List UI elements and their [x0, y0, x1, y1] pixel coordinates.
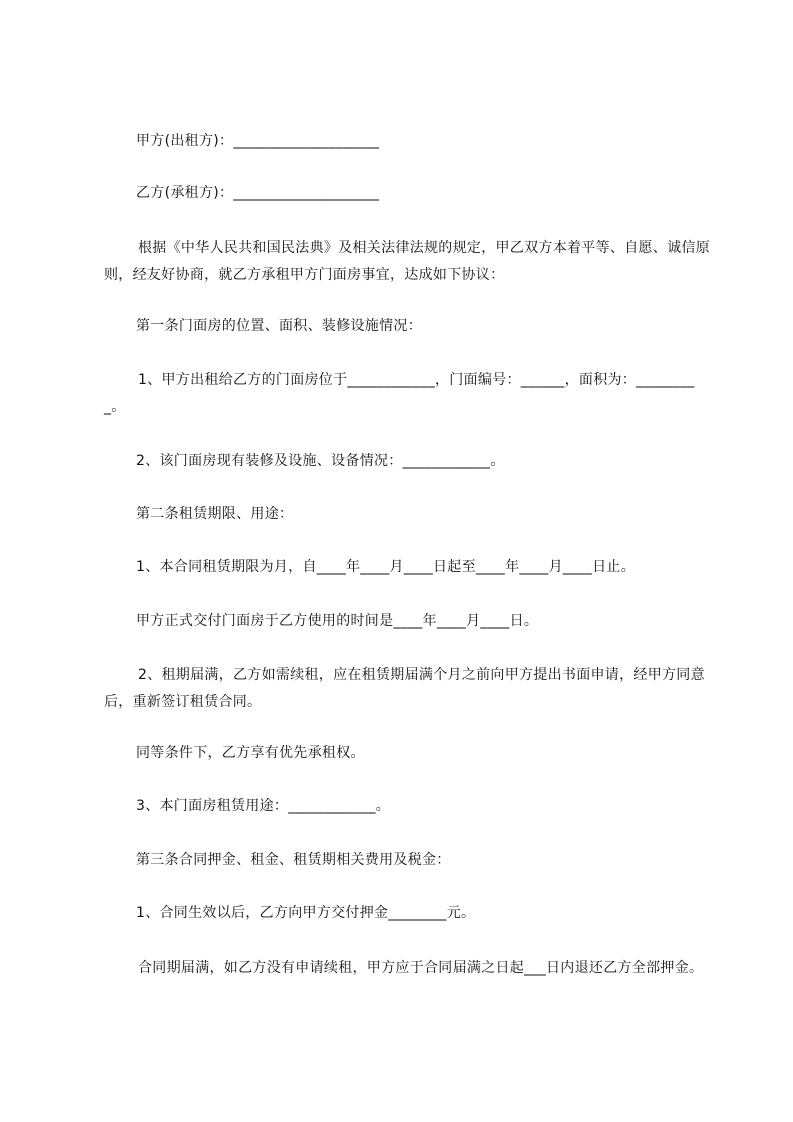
article-3-heading: 第三条合同押金、租金、租赁期相关费用及税金： — [136, 852, 451, 868]
deposit-refund-paragraph: 合同期届满，如乙方没有申请续租，甲方应于合同届满之日起___日内退还乙方全部押金。 — [138, 960, 704, 976]
article-1-item-2: 2、该门面房现有装修及设施、设备情况：____________。 — [136, 453, 505, 469]
article-2-item-3: 3、本门面房租赁用途：____________。 — [136, 798, 391, 814]
article-1-item-1: 1、甲方出租给乙方的门面房位于____________，门面编号：______，面积为：_________。 — [104, 372, 695, 415]
article-2-item-2: 2、租期届满，乙方如需续租，应在租赁期届满个月之前向甲方提出书面申请，经甲方同意后，重新签订租赁合同。 — [104, 667, 705, 710]
article-1-heading: 第一条门面房的位置、面积、装修设施情况： — [136, 318, 422, 334]
handover-date-line: 甲方正式交付门面房于乙方使用的时间是____年____月____日。 — [136, 613, 539, 629]
party-b-line: 乙方(承租方)：____________________ — [136, 185, 380, 201]
article-2-heading: 第二条租赁期限、用途： — [136, 506, 294, 522]
priority-lease-line: 同等条件下，乙方享有优先承租权。 — [136, 745, 365, 761]
party-a-line: 甲方(出租方)：____________________ — [136, 133, 380, 149]
article-2-item-1: 1、本合同租赁期限为月，自____年____月____日起至____年____月____日止。 — [136, 559, 636, 575]
article-3-item-1: 1、合同生效以后，乙方向甲方交付押金________元。 — [136, 905, 476, 921]
preamble-paragraph: 根据《中华人民共和国民法典》及相关法律法规的规定，甲乙双方本着平等、自愿、诚信原则，经友好协商，就乙方承租甲方门面房事宜，达成如下协议： — [104, 240, 710, 283]
